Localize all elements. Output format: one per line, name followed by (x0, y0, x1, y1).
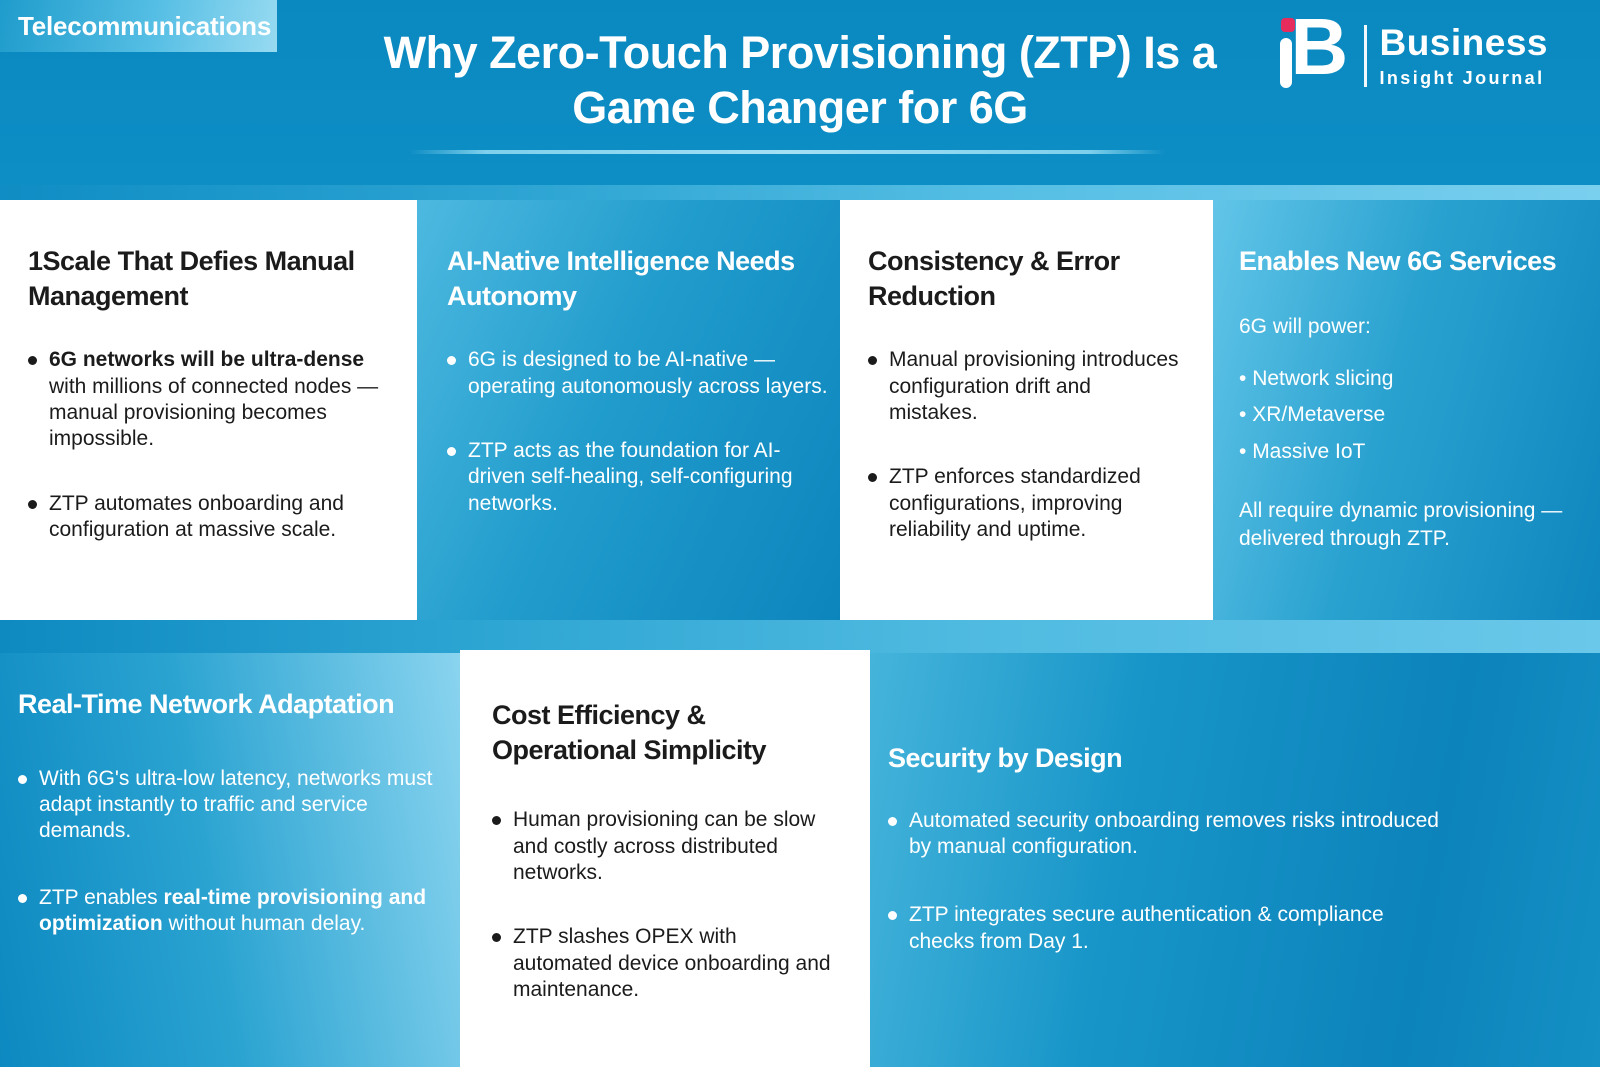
services-list (1239, 361, 1580, 471)
services-list-item: • Massive IoT (1239, 434, 1580, 471)
bullet-item (18, 766, 436, 845)
bullet-item (447, 347, 834, 400)
bullet-item (28, 347, 383, 453)
card-title: AI-Native Intelligence Needs Autonomy (447, 246, 795, 311)
card-title: Enables New 6G Services (1239, 246, 1557, 276)
bullet-text: 6G is designed to be AI-native — operating autonomously across layers. (468, 348, 828, 398)
divider-band (0, 620, 1600, 653)
bullet-text: ZTP acts as the foundation for AI-driven self-healing, self-configuring networks. (468, 439, 793, 515)
bullet-list (888, 808, 1560, 956)
bullet-item (492, 924, 838, 1003)
category-tag-label: Telecommunications (18, 10, 272, 41)
bullet-dot (447, 447, 456, 456)
services-intro: 6G will power: (1239, 314, 1371, 338)
card-realtime (0, 653, 460, 1067)
bullet-item (888, 808, 1560, 861)
bullet-text: ZTP enforces standardized configurations, improving reliability and uptime. (889, 465, 1141, 542)
bullet-dot (492, 816, 501, 825)
logo-brand-subtitle: Insight Journal (1379, 67, 1545, 88)
bullet-dot (28, 356, 37, 365)
bullet-item (868, 464, 1185, 543)
bullet-item (868, 347, 1185, 426)
logo-divider (1364, 25, 1367, 87)
bullet-list (868, 347, 1185, 544)
bullet-list (492, 807, 838, 1004)
bullet-text: ZTP integrates secure authentication & compliance checks from Day 1. (909, 903, 1384, 953)
services-list-item: • Network slicing (1239, 361, 1580, 398)
bullet-item (447, 438, 834, 517)
bullet-text: ZTP enables real-time provisioning and optimization without human delay. (39, 885, 427, 936)
bullet-list (447, 347, 834, 517)
page-title-line2: Game Changer for 6G (572, 81, 1028, 133)
card-scale (0, 200, 417, 620)
bullet-dot (888, 817, 897, 826)
card-cost (460, 650, 870, 1067)
card-title: 1Scale That Defies Manual Management (28, 246, 355, 311)
card-ai-native (417, 200, 840, 620)
page-title-line1: Why Zero-Touch Provisioning (ZTP) Is a (383, 27, 1217, 78)
services-list-item: • XR/Metaverse (1239, 397, 1580, 434)
card-title: Cost Efficiency & Operational Simplicity (492, 700, 767, 765)
header-accent-strip (0, 185, 1600, 200)
title-underline (410, 150, 1165, 154)
bullet-text: ZTP automates onboarding and configuration at massive scale. (49, 491, 344, 542)
bullet-dot (18, 775, 27, 784)
bullet-item (492, 807, 838, 886)
bullet-dot (18, 894, 27, 903)
bullet-text: ZTP slashes OPEX with automated device onboarding and maintenance. (513, 925, 831, 1002)
card-title: Security by Design (888, 743, 1123, 773)
bullet-text: Human provisioning can be slow and costly across distributed networks. (513, 808, 816, 884)
brand-logo (1278, 2, 1548, 96)
bullet-text: Automated security onboarding removes risks introduced by manual configuration. (909, 808, 1439, 858)
card-title: Consistency & Error Reduction (868, 246, 1120, 311)
logo-text (1379, 21, 1548, 89)
bullet-dot (888, 911, 897, 920)
bullet-item (28, 491, 383, 544)
logo-letter: B (1290, 2, 1349, 91)
bullet-item (18, 885, 436, 938)
bullet-dot (28, 500, 37, 509)
header (0, 0, 1600, 185)
bullet-list (18, 766, 436, 938)
bullet-text: With 6G's ultra-low latency, networks must adapt instantly to traffic and service demands. (39, 766, 433, 843)
bullet-dot (868, 473, 877, 482)
bullet-text: 6G networks will be ultra-dense with millions of connected nodes — manual provisioning becomes impossible. (49, 348, 379, 451)
logo-brand-name: Business (1379, 21, 1548, 63)
services-footer: All require dynamic provisioning — delivered through ZTP. (1239, 498, 1563, 551)
bullet-item (888, 902, 1560, 955)
logo-monogram (1278, 2, 1352, 96)
bullet-text: Manual provisioning introduces configuration drift and mistakes. (889, 348, 1179, 424)
card-title: Real-Time Network Adaptation (18, 689, 395, 719)
card-consistency (840, 200, 1213, 620)
bullet-dot (447, 356, 456, 365)
card-security (870, 653, 1600, 1067)
bullet-dot (492, 933, 501, 942)
card-services (1213, 200, 1600, 620)
bullet-dot (868, 356, 877, 365)
bullet-list (28, 347, 383, 544)
